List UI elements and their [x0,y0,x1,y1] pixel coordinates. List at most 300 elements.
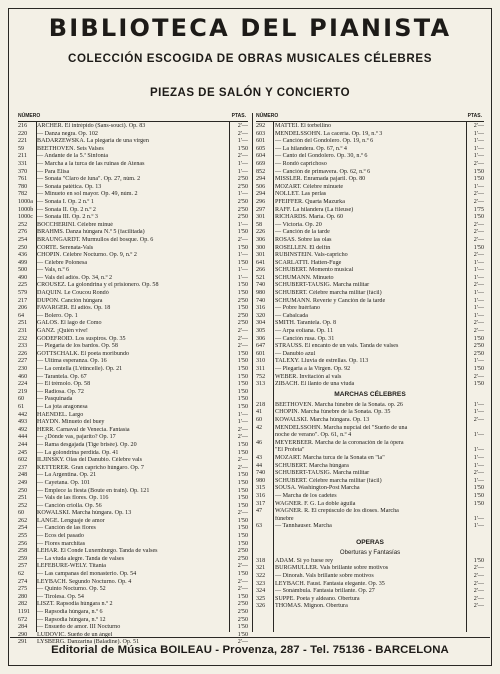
number-header: NÚMERO [18,113,41,119]
list-item [256,245,484,253]
item-title: — Las campanas del monasterio. Op. 54 [37,571,137,578]
item-number: 782 [18,191,28,198]
page-title: BIBLIOTECA DEL PIANISTA [48,14,452,42]
list-item [18,153,248,161]
item-title: SCHUBERT-TAUSIG. Marcha militar [275,470,370,477]
item-number: 290 [18,631,28,638]
list-item [256,366,484,374]
item-price: 1'— [473,290,484,297]
item-title: — Canción rusa. Op. 31 [275,335,335,342]
item-price: 1'50 [473,176,484,183]
item-number: 296 [256,198,266,205]
list-item [18,282,248,290]
item-title: LEFEBURE-WELY. Titania [37,563,107,570]
item-price: 1'— [473,183,484,190]
item-title: SUPPÉ. Poeta y aldeano. Obertura [275,595,360,602]
item-price: 1'— [473,259,484,266]
list-item [256,252,484,260]
list-item [18,366,248,374]
item-title: — Célebre Polonesa [37,259,88,266]
item-price: 2'— [237,130,248,137]
item-price: 2'50 [237,297,248,304]
item-number [256,447,273,455]
item-title: — Flores marchitas [37,540,86,547]
item-price: 2'— [237,434,248,441]
item-price: 1'75 [473,206,484,213]
item-price: 1'50 [473,366,484,372]
list-item [18,260,248,268]
item-price: 2'50 [237,320,248,327]
item-number: 220 [18,130,28,137]
list-item [18,503,248,511]
list-item [18,328,248,336]
list-item [18,541,248,549]
item-price: 1'50 [237,388,248,395]
item-title: — Canto del Gondolero. Op. 30, n.º 6 [275,153,368,160]
item-title: DUPON. Canción húngara [37,297,103,304]
item-price: 2'— [237,464,248,471]
list-item [18,571,248,579]
item-price: 1'— [237,160,248,167]
list-item [18,290,248,298]
item-price: 1'50 [237,282,248,289]
list-item [256,455,484,463]
item-number: 257 [18,563,28,570]
list-item [18,548,248,556]
item-number: 262 [18,517,28,524]
item-number: 852 [256,168,266,175]
item-number: 310 [256,358,266,365]
item-number: 46 [256,439,263,446]
list-item [256,131,484,139]
list-item [18,518,248,526]
list-item [18,563,248,571]
item-title: — La jota aragonesa [37,403,88,410]
item-title: — El trémolo. Op. 58 [37,381,91,388]
item-title: — Para Elisa [37,168,70,175]
item-title: — ¿Dónde vas, pajarito? Op. 17 [37,434,116,441]
list-item [256,282,484,290]
item-price: 2'— [473,603,484,610]
item-number: 42 [256,424,263,431]
item-price: 2'— [237,426,248,433]
item-number: 322 [256,573,266,580]
item-number: 436 [18,252,28,259]
item-title: — Dinorah. Vals brillante sobre motivos [275,573,374,580]
item-price: 1'50 [237,495,248,502]
list-item [18,351,248,359]
item-number: 43 [256,454,263,461]
right-price-rule [466,121,467,632]
item-price: 1'— [473,153,484,160]
item-price: 2'— [237,153,248,160]
item-price: 1'50 [237,525,248,532]
item-number [256,516,273,524]
item-title: BEETHOVEN. Marcha fúnebre de la Sonata. op. 26 [275,401,403,408]
item-number: 61 [18,403,25,410]
item-number: 301 [256,214,266,221]
item-title: BOCCHERINI. Célebre minué [37,221,113,228]
item-title: SMITH. Tarantela. Op. 8 [275,320,337,327]
item-price: 2'— [473,221,484,228]
item-number: 740 [256,297,266,304]
list-item [18,214,248,222]
list-item [256,320,484,328]
list-item [18,427,248,435]
item-price: 1'— [473,312,484,319]
item-title: — Bolero. Op. 1 [37,312,78,319]
item-number: 256 [18,540,28,547]
item-price: 2'— [473,229,484,236]
item-title: LEYBACH. Faust. Fantasía elegante. Op. 35 [275,580,385,587]
item-number: 60 [18,510,25,517]
list-item [256,351,484,359]
list-item [18,586,248,594]
item-number: 316 [256,492,266,499]
item-number: 292 [256,123,266,129]
item-number: 64 [18,312,25,319]
list-item [256,558,484,566]
item-price [466,508,484,516]
item-number: 211 [18,153,27,160]
item-title: CHOPIN. Célebre Nocturno. Op. 9, n.º 2 [37,252,137,259]
item-title: — Radiosa. Op. 72 [37,388,84,395]
list-item [18,609,248,617]
item-number: 492 [18,426,28,433]
item-number: 331 [18,160,28,167]
list-item [18,472,248,480]
item-price: 1'50 [237,350,248,357]
item-title: WAGNER. R. El crepúsculo de los dioses. Marcha [275,508,399,515]
item-title: — Tannhauser. Marcha [275,523,332,530]
item-number: 232 [18,335,28,342]
item-title: ROSAS. Sobre las olas [275,236,332,243]
right-number-rule [273,121,274,632]
item-title: SCHUMANN. Reverie y Canción de la tarde [275,297,386,304]
item-price: 1'— [237,267,248,274]
item-title: CROUSEZ. La golondrina y el prisionero. Op. 58 [37,282,159,289]
item-title: GANZ. ¡Quién vive! [37,328,88,335]
list-item [18,412,248,420]
item-title: LUDOVIC. Sueño de un ángel [37,631,113,638]
item-title: — Sonámbula. Fantasía brillante. Op. 27 [275,588,375,595]
item-number: 244 [18,441,28,448]
list-item [256,565,484,573]
list-item [256,305,484,313]
item-title: — Arpa eolíana. Op. 11 [275,328,333,335]
item-price: 2'— [237,335,248,342]
list-item [18,305,248,313]
price-header: PTAS. [467,113,482,119]
item-number: 370 [18,168,28,175]
item-title: — Marcha a la turca de las ruinas de Atenas [37,160,145,167]
item-title: — Tarantela. Op. 67 [37,373,87,380]
list-item [18,298,248,306]
item-number: 258 [18,548,28,555]
item-title: — Canción de primavera. Op. 62, n.º 6 [275,168,371,175]
item-number: 224 [18,381,28,388]
item-number: 323 [256,580,266,587]
item-title: PFEIFFER. Quarta Mazurka [275,198,345,205]
item-number: 305 [256,328,266,335]
item-title: TALEXY. Lluvia de estrellas. Op. 113 [275,358,369,365]
list-item [256,199,484,207]
item-price: 1'— [473,462,484,469]
item-title: — Plegaria de los bardos. Op. 58 [37,343,118,350]
list-item [256,440,484,448]
item-number: 301 [256,252,266,259]
item-title: GODEFROID. Los suspiros. Op. 35 [37,335,126,342]
item-number: 1191 [18,609,30,615]
item-title: — Sonata II. Op. 2 n.º 2 [37,206,96,213]
item-price: 1'50 [237,403,248,410]
list-item [18,594,248,602]
list-item [18,495,248,503]
item-title: — Rapsodia húngara, n.º 12 [37,616,106,623]
item-number: 306 [256,236,266,243]
list-item [18,222,248,230]
item-number: 601 [256,350,266,357]
item-price: 2'50 [237,609,248,615]
item-price: 2'— [473,573,484,580]
item-price: 2'— [473,252,484,259]
list-item [18,313,248,321]
item-number: 266 [256,267,266,274]
list-item [256,207,484,215]
left-number-rule [36,121,37,632]
item-title: "El Profeta" [275,447,305,454]
number-header: NÚMERO [256,113,279,119]
price-header: PTAS. [231,113,246,119]
item-number: 603 [256,130,266,137]
item-price: 1'— [473,432,484,439]
item-title: ARCHER. El intrépido (Sans-souci). Op. 83 [37,123,146,129]
item-price: 2'50 [237,312,248,319]
item-price: 1'50 [237,472,248,479]
item-price: 2'50 [237,616,248,623]
item-title: MISSLER. Enramada pajaril. Op. 80 [275,176,366,183]
item-number: 219 [18,388,28,395]
item-number: 442 [18,411,28,418]
list-item [18,533,248,541]
list-item [256,313,484,321]
item-number: 249 [18,479,28,486]
item-number: 218 [256,401,266,408]
item-title: LISZT. Rapsodia húngara n.º 2 [37,601,113,608]
item-price: 1'50 [237,373,248,380]
item-title: — La viuda alegre. Tanda de valses [37,555,124,562]
item-price: 2'— [237,123,248,129]
item-price: 1'50 [237,366,248,372]
item-price: 1'— [473,401,484,408]
item-price: 1'50 [237,441,248,448]
item-title: NOLLET. Las perlas [275,191,327,198]
list-item [256,298,484,306]
list-item [18,525,248,533]
item-number: 318 [256,557,266,564]
publisher-footer: Editorial de Música BOILEAU - Provenza, 287 - Tel. 75136 - BARCELONA [10,637,490,662]
left-column-header [18,113,248,122]
list-item [18,131,248,139]
item-title: BEETHOVEN. Seis Valses [37,145,104,152]
item-title: — La golondrina perdida. Op. 41 [37,449,119,456]
item-price: 2'— [237,343,248,350]
item-number: 255 [18,533,28,540]
item-price: 2'— [473,236,484,243]
item-number: 248 [18,472,28,479]
item-title: BADARZEWSKA. La plegaria de una virgen [37,138,149,145]
item-title: BRAHMS. Danza húngara N.º 5 (facilitada) [37,229,145,236]
list-item [256,169,484,177]
list-item [18,237,248,245]
list-item [18,252,248,260]
list-item [256,493,484,501]
item-title: SCHUMANN. Minueto [275,274,334,281]
item-price: 2'— [237,639,248,646]
list-item [18,419,248,427]
item-number: 980 [256,290,266,297]
item-price: 1'50 [237,593,248,600]
item-price: 1'50 [237,290,248,297]
list-item [256,176,484,184]
item-title: — Canción del Gondolero. Op. 19, n.º 6 [275,138,374,145]
item-number: 63 [256,523,263,530]
item-title: BRAUNGARDT. Murmullos del bosque. Op. 6 [37,236,154,243]
item-number: 237 [18,464,28,471]
item-price: 1'— [473,145,484,152]
item-number: 601 [256,138,266,145]
list-item [18,169,248,177]
item-title: MOZART. Marcha turca de la Sonata en "la" [275,454,385,461]
item-price: 2'— [473,328,484,335]
column-divider [252,113,253,632]
item-price: 1'— [237,252,248,259]
item-title: — Ensueño de amor. III Nocturno [37,624,121,631]
list-item [256,432,484,440]
item-number: 669 [256,160,266,167]
list-item [256,343,484,351]
item-number: 493 [18,419,28,426]
item-title: GOTTSCHALK. El poeta moribundo [37,350,130,357]
item-title: WAGNER. F. G. La doble águila [275,500,356,507]
item-price: 2'50 [237,206,248,213]
item-price: 2'50 [237,183,248,190]
item-number: 206 [18,305,28,312]
item-title: RUBINSTEIN. Vals-capricho [275,252,348,259]
item-title: MOZART. Célebre minuete [275,183,344,190]
list-item [18,434,248,442]
item-title: — Vals del adiós. Op. 34, n.º 2 [37,274,113,281]
item-number: 217 [18,297,28,304]
list-item [18,161,248,169]
list-item [256,229,484,237]
item-number: 276 [18,229,28,236]
list-item [256,523,484,531]
item-price: 1'50 [237,229,248,236]
list-item [256,463,484,471]
item-price: 1'50 [237,624,248,631]
item-number: 226 [18,350,28,357]
list-item [18,404,248,412]
list-item [256,328,484,336]
item-price: 1'— [237,221,248,228]
list-item [18,245,248,253]
list-item [256,374,484,382]
item-number: 227 [18,358,28,365]
item-number: 280 [18,593,28,600]
item-price: 1'50 [237,533,248,540]
list-item [256,184,484,192]
item-number: 282 [18,601,28,608]
list-item [256,214,484,222]
item-price: 1'50 [237,305,248,312]
item-title: WEBER. Invitación al vals [275,373,342,380]
item-title: GALOS. El lago de Como [37,320,102,327]
item-price: 1'— [473,454,484,461]
item-price: 1'50 [237,631,248,638]
item-title: RAFF. La hilandera (La fileuse) [275,206,354,213]
list-item [18,556,248,564]
item-title: — Plegaria a la Virgen. Op. 92 [275,366,351,372]
item-number: 321 [256,565,266,572]
item-title: HAYDN. Minueto del buey [37,419,105,426]
item-number: 251 [18,320,28,327]
list-item [18,191,248,199]
item-price: 2'— [473,588,484,595]
item-number: 250 [18,244,28,251]
item-price: 2'— [473,123,484,129]
item-title: LEYBACH. Segundo Nocturno. Op. 4 [37,578,132,585]
item-number: 294 [256,191,266,198]
item-number: 291 [18,639,28,646]
item-number: 460 [18,373,28,380]
list-item [18,579,248,587]
item-title: — Vals de las flores. Op. 116 [37,495,109,502]
item-title: — La centella (L'étincelle). Op. 21 [37,366,123,372]
item-number: 780 [18,183,28,190]
list-item [256,596,484,604]
item-title: LYSBERG. Danzarina (Baladine). Op. 51 [37,639,140,646]
item-number: 60 [18,396,25,403]
list-item [18,389,248,397]
item-number: 316 [256,305,266,312]
item-number: 311 [256,366,265,372]
item-title: — Cayetana. Op. 101 [37,479,90,486]
item-number: 62 [18,571,25,578]
item-title: — Sonata "Claro de luna". Op. 27, núm. 2 [37,176,141,183]
right-column [256,113,484,611]
item-number: 315 [256,485,266,492]
list-item [256,508,484,516]
item-title: — Ecos del pasado [37,533,84,540]
list-item [18,275,248,283]
item-price: 2'— [237,563,248,570]
item-number: 300 [256,244,266,251]
item-title: RICHARDS. María. Op. 60 [275,214,344,221]
item-number: 326 [256,603,266,610]
item-number: 605 [256,145,266,152]
item-number: 579 [18,290,28,297]
item-number: 41 [256,409,263,416]
item-price: 1'50 [237,571,248,578]
item-number: 294 [256,176,266,183]
item-price: 2'— [237,586,248,593]
item-number: 1000b [18,206,34,213]
item-number: 500 [18,267,28,274]
item-title: — Canción de la tarde [275,229,330,236]
item-price: 1'— [473,267,484,274]
item-price: 2'— [473,565,484,572]
